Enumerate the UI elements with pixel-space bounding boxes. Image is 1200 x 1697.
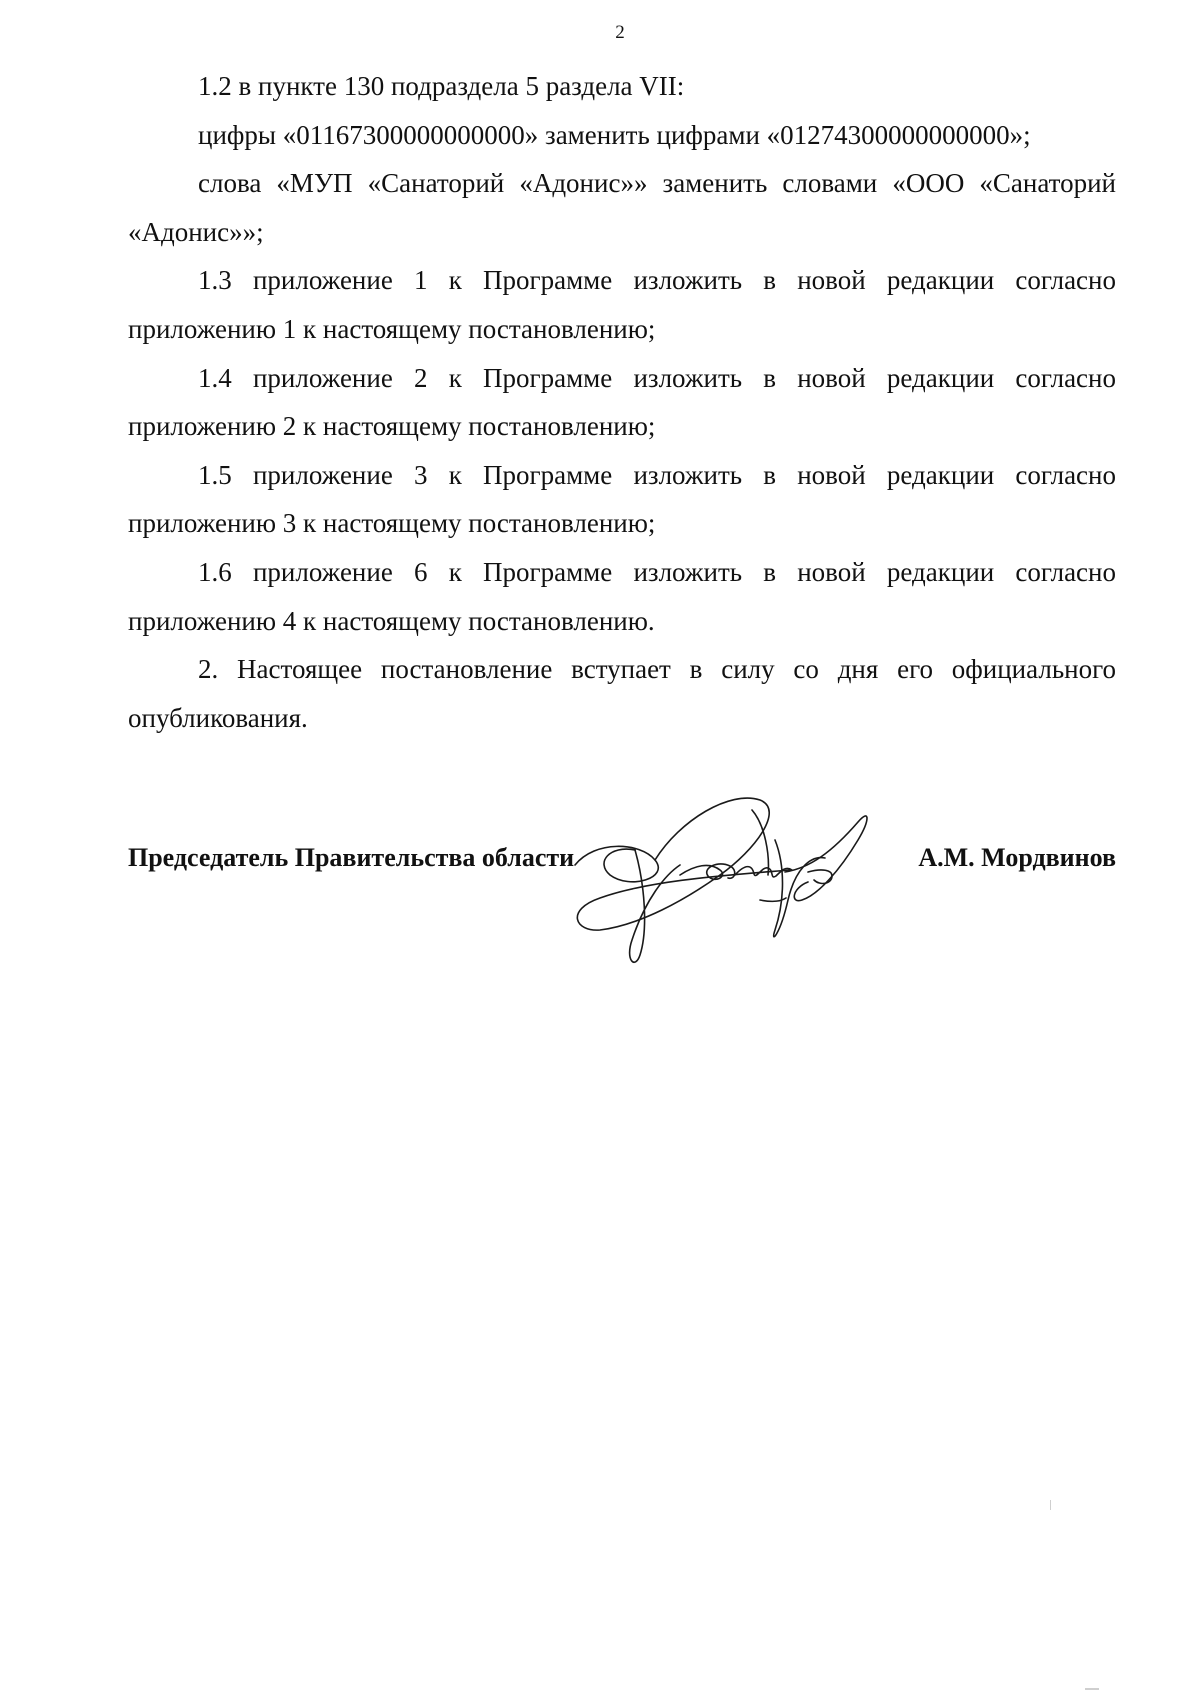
signer-title: Председатель Правительства области [128,843,575,872]
scan-artifact [1085,1688,1099,1690]
paragraph-digits-replace: цифры «01167300000000000» заменить цифрами «01274300000000000»; [198,119,1031,150]
paragraph-2: 2. Настоящее постановление вступает в силу со дня его официального опубликования. [128,654,1116,733]
paragraph-1-2: 1.2 в пункте 130 подраздела 5 раздела VII: [198,71,685,101]
handwritten-signature [570,780,930,980]
page-number: 2 [615,22,625,43]
scan-artifact [1050,1500,1051,1510]
paragraph-1-3: 1.3 приложение 1 к Программе изложить в новой редакции согласно приложению 1 к настоящему постановлению; [128,265,1116,344]
paragraph-1-6: 1.6 приложение 6 к Программе изложить в новой редакции согласно приложению 4 к настоящему постановлению. [128,556,1116,636]
signer-name: А.М. Мордвинов [918,843,1116,872]
document-body [128,62,1116,742]
paragraph-words-replace: слова «МУП «Санаторий «Адонис»» заменить словами «ООО «Санаторий «Адонис»»; [128,168,1116,247]
paragraph-1-5: 1.5 приложение 3 к Программе изложить в новой редакции согласно приложению 3 к настоящему постановлению; [128,459,1116,539]
paragraph-1-4: 1.4 приложение 2 к Программе изложить в новой редакции согласно приложению 2 к настоящему постановлению; [128,362,1116,442]
